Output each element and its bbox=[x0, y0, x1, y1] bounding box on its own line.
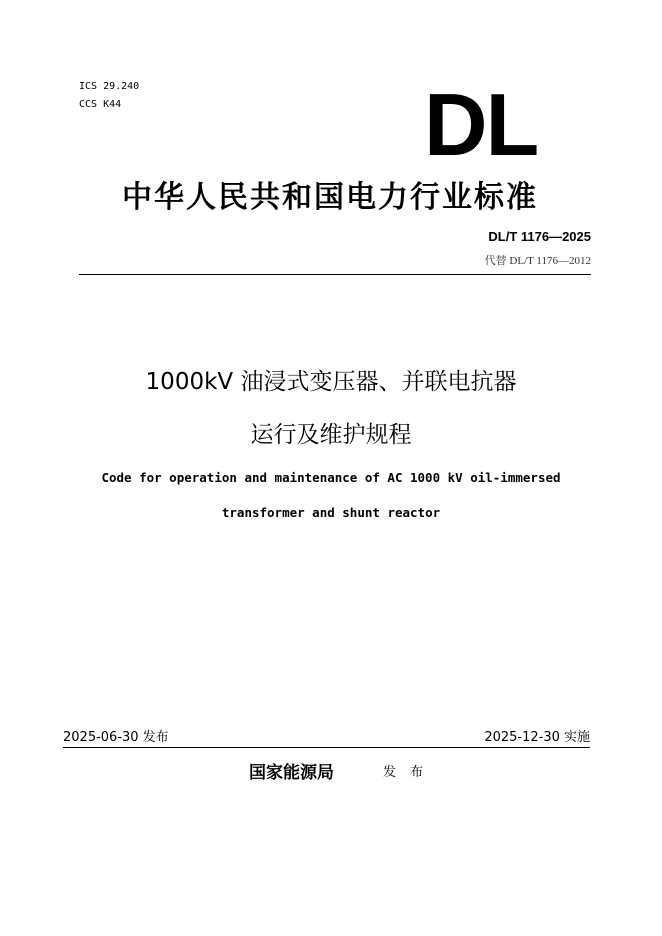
document-title-cn-line2: 运行及维护规程 bbox=[250, 422, 412, 448]
replaces-standard: 代替 DL/T 1176—2012 bbox=[484, 255, 591, 267]
document-title-en-line2: transformer and shunt reactor bbox=[221, 505, 441, 520]
dl-logo: DL bbox=[424, 75, 538, 174]
document-title-en-line1: Code for operation and maintenance of AC 1000 kV oil-immersed bbox=[101, 470, 561, 485]
issuing-authority: 国家能源局 bbox=[249, 763, 334, 783]
standard-category-title: 中华人民共和国电力行业标准 bbox=[122, 180, 538, 215]
issue-label: 发 布 bbox=[383, 765, 429, 780]
standard-number: DL/T 1176—2025 bbox=[488, 229, 591, 244]
document-title-cn-line1: 1000kV 油浸式变压器、并联电抗器 bbox=[145, 369, 517, 395]
implementation-date: 2025-12-30 实施 bbox=[484, 730, 590, 745]
footer-divider bbox=[63, 747, 590, 748]
ccs-code: CCS K44 bbox=[79, 99, 122, 110]
header-divider bbox=[79, 274, 591, 275]
ics-code: ICS 29.240 bbox=[79, 81, 140, 92]
issue-date: 2025-06-30 发布 bbox=[63, 730, 169, 745]
